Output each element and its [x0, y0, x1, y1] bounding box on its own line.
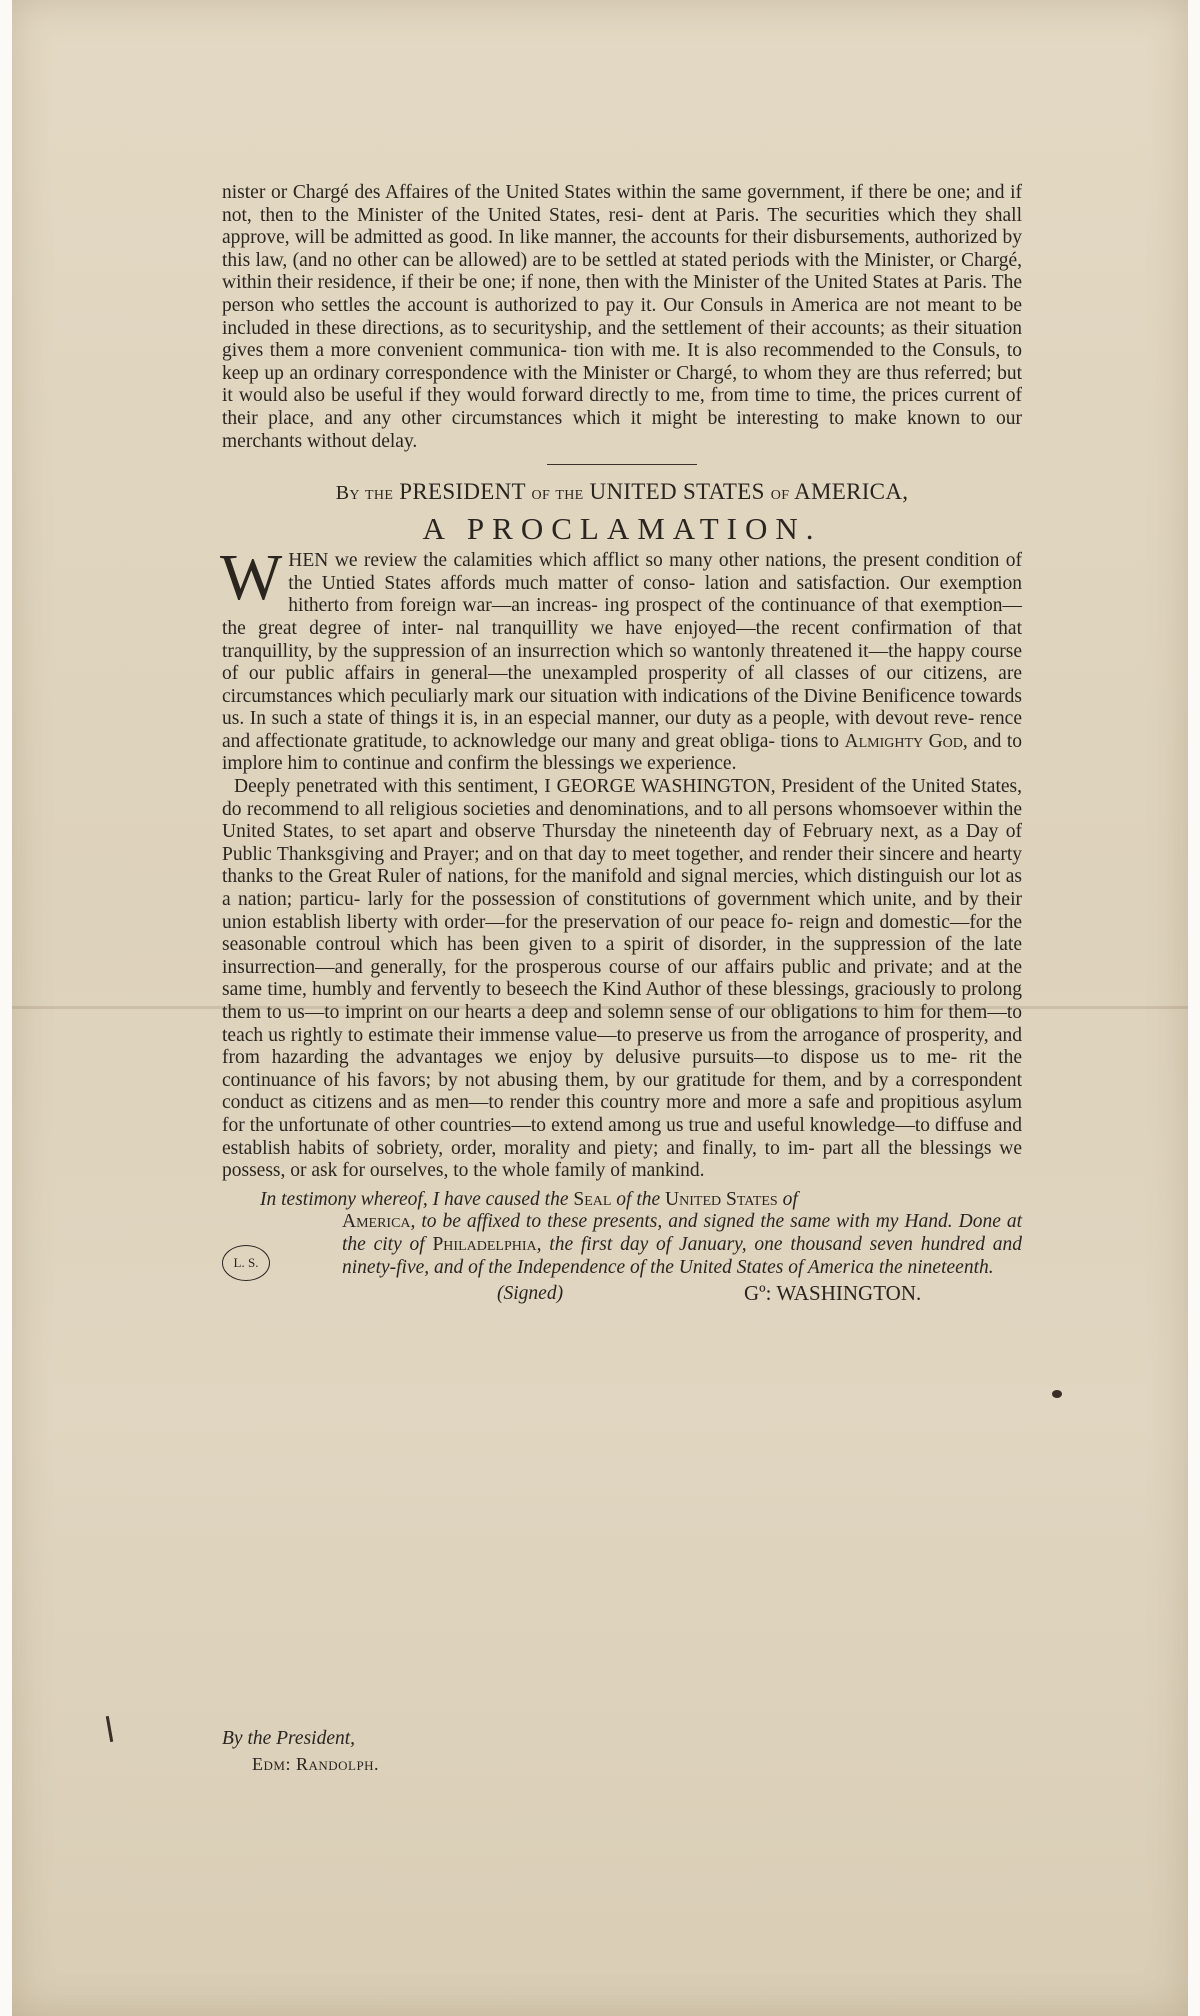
almighty-god: Almighty God: [844, 730, 963, 752]
testimony-lines: [222, 1211, 1022, 1279]
proclamation-heading: [222, 479, 1022, 506]
text-line: and establish habits of sobriety, order, morality and piety; and finally, to im-: [222, 1114, 1023, 1159]
text-line: good. In like manner, the accounts for their disbursements, authorized by: [449, 227, 1023, 249]
text-line: rit the continuance of his favors; by not abusing them, by our gratitude for: [222, 1047, 1023, 1091]
heading-america: AMERICA,: [794, 479, 909, 505]
drop-cap: W: [220, 541, 283, 615]
heading-by: By the: [335, 482, 394, 505]
text-line: country more and more a safe and propitious asylum for the unfortunate of: [222, 1092, 1023, 1136]
paragraph-text: [220, 541, 1023, 776]
washington-signature: Gº: WASHINGTON.: [744, 1281, 922, 1306]
text-line: but it would also be useful if they would forward directly to me, from time: [222, 362, 1023, 407]
text-fragment: tions to: [780, 730, 845, 752]
text-line: happy course of our public affairs in general—the unexampled prosperity of: [222, 640, 1023, 685]
section-divider: [547, 464, 697, 465]
text-line: reign and domestic—for the seasonable controul which has been given to a: [222, 911, 1022, 956]
text-line: tion with me. It is also recommended to the Consuls, to keep up an ordinary: [222, 340, 1022, 384]
opening-paragraph: [222, 182, 1022, 453]
signature-row: [222, 1281, 1022, 1309]
text-line: then with the Minister of the United States at Paris. The person who settles: [222, 272, 1022, 316]
text-line: blessings we experience.: [543, 753, 737, 775]
text-fragment: , the first day of January,: [536, 1233, 747, 1255]
text-line: with indications of the Divine Benificence towards us. In such a state of: [222, 685, 1023, 730]
text-line: HEN we review the calamities which afflict so many other nations, the: [288, 550, 857, 572]
ink-mark: [106, 1716, 113, 1742]
text-fragment: , and to implore him to continue and confirm the: [222, 730, 1023, 775]
text-line: denominations, and to all persons whomsoever within the United States, to: [222, 798, 1023, 843]
text-fragment: of: [777, 1188, 798, 1210]
testimony-body: [222, 1211, 1022, 1279]
heading-of: of: [770, 482, 790, 505]
text-line: for the prosperous course of our affairs public and private; and at the same: [222, 956, 1022, 1001]
text-line: manifold and signal mercies, which distinguish our lot as a nation; particu-: [222, 866, 1022, 911]
proclamation-paragraph-1: [220, 541, 1023, 776]
text-line: rence and affectionate gratitude, to acknowledge our many and great obliga-: [222, 708, 1022, 752]
proclamation-title: A PROCLAMATION.: [422, 511, 822, 547]
text-line: present condition of the Untied States affords much matter of conso-: [288, 550, 1022, 594]
text-line: to time, the prices current of their place, and any other circumstances which: [222, 385, 1023, 429]
proclamation-paragraph-2: [222, 776, 1022, 1183]
text-line: the United States of America the nineteenth.: [650, 1256, 994, 1278]
text-line: President of the United States, do recommend to all religious societies and: [222, 776, 1022, 820]
text-fragment: Hand. Done at the city of: [342, 1211, 1023, 1255]
text-line: ing prospect of the continuance of that exemption—the great degree of inter-: [222, 595, 1022, 639]
text-line: them, and by a correspondent conduct as citizens and as men—to render this: [222, 1069, 1023, 1114]
by-the-president: By the President,: [222, 1728, 356, 1749]
seal-word: Seal: [573, 1188, 612, 1210]
text-line: sense of our obligations to him for them—to teach us rightly to estimate their: [222, 1002, 1023, 1046]
text-line: graciously to prolong them to us—to imprint on our hearts a deep and solemn: [222, 979, 1023, 1023]
text-line: time, humbly and fervently to beseech the Kind Author of these blessings,: [267, 979, 850, 1001]
testimony-block: [222, 1189, 1022, 1309]
text-line: nister or Chargé des Affaires of the United States within the same government,: [222, 182, 846, 203]
text-line: Deeply penetrated with this sentiment, I GEORGE WASHINGTON,: [234, 776, 776, 798]
text-line: their union establish liberty with order—for the preservation of our peace fo-: [222, 889, 1022, 933]
seal-mark: L. S.: [222, 1245, 270, 1281]
text-line: immense value—to preserve us from the arrogance of prosperity, and from: [222, 1024, 1022, 1069]
text-line: by the suppression of an insurrection which so wantonly threatened it—the: [318, 640, 912, 662]
heading-of-the: of the: [531, 482, 584, 505]
text-fragment: of the: [611, 1188, 666, 1210]
text-fragment: , to be affixed to these presents, and signed the same with my: [410, 1211, 899, 1233]
text-line: of Public Thanksgiving and Prayer; and on that day to meet together, and: [222, 821, 1022, 865]
text-fragment: In testimony whereof, I have caused the: [260, 1188, 574, 1210]
text-line: dent at Paris. The securities which they shall approve, will be admitted as: [222, 204, 1022, 249]
text-line: other countries—to extend among us true and useful knowledge—to diffuse: [394, 1114, 989, 1136]
text-line: set apart and observe Thursday the nineteenth day of February next, as a Day: [363, 821, 999, 843]
text-line: spirit of disorder, in the suppression of the late insurrection—and generally,: [222, 934, 1023, 978]
document-body: [222, 182, 1022, 1309]
text-line: lation and satisfaction. Our exemption hitherto from foreign war—an increas-: [288, 572, 1022, 617]
ink-blot: [1052, 1390, 1062, 1398]
text-line: the Minister, or Chargé, within their residence, if their be one; if none,: [222, 249, 1023, 294]
text-line: mankind.: [631, 1160, 705, 1182]
text-line: all classes of our citizens, are circumstances which peculiarly mark our situation: [222, 663, 1022, 707]
text-line: their accounts; as their situation gives them a more convenient communica-: [222, 317, 1023, 362]
signed-label: (Signed): [497, 1283, 564, 1305]
text-line: if there be one; and if not, then to the Minister of the United States, resi-: [222, 182, 1022, 226]
text-line: nal tranquillity we have enjoyed—the recent confirmation of that tranquillity,: [222, 617, 1023, 662]
heading-united-states: UNITED STATES: [589, 479, 765, 505]
text-line: this law, (and no other can be allowed) are to be settled at stated periods with: [222, 249, 830, 271]
text-line: hazarding the advantages we enjoy by delusive pursuits—to dispose us to me-: [271, 1047, 958, 1069]
testimony-line-1: [222, 1189, 1022, 1212]
text-line: things it is, in an especial manner, our duty as a people, with devout reve-: [390, 708, 975, 730]
text-line: render their sincere and hearty thanks to the Great Ruler of nations, for the: [222, 843, 1022, 888]
heading-president: PRESIDENT: [399, 479, 526, 505]
text-line: part all the blessings we possess, or ask for ourselves, to the whole family of: [222, 1137, 1023, 1182]
randolph-attestation: Edm: Randolph.: [252, 1754, 380, 1774]
text-line: one thousand seven hundred and ninety-five, and of the Independence of: [342, 1233, 1022, 1278]
text-line: larly for the possession of constitutions of government which unite, and by: [367, 889, 979, 911]
text-line: to be included in these directions, as to securityship, and the settlement of: [222, 294, 1023, 339]
america-word: America: [342, 1211, 411, 1233]
united-states-word: United States: [665, 1188, 778, 1210]
text-line: the account is authorized to pay it. Our Consuls in America are not meant: [376, 294, 975, 316]
text-line: it might be interesting to make known to our merchants without delay.: [222, 407, 1022, 452]
philadelphia-word: Philadelphia: [432, 1233, 537, 1255]
text-line: correspondence with the Minister or Chargé, to whom they are thus referred;: [385, 362, 992, 384]
